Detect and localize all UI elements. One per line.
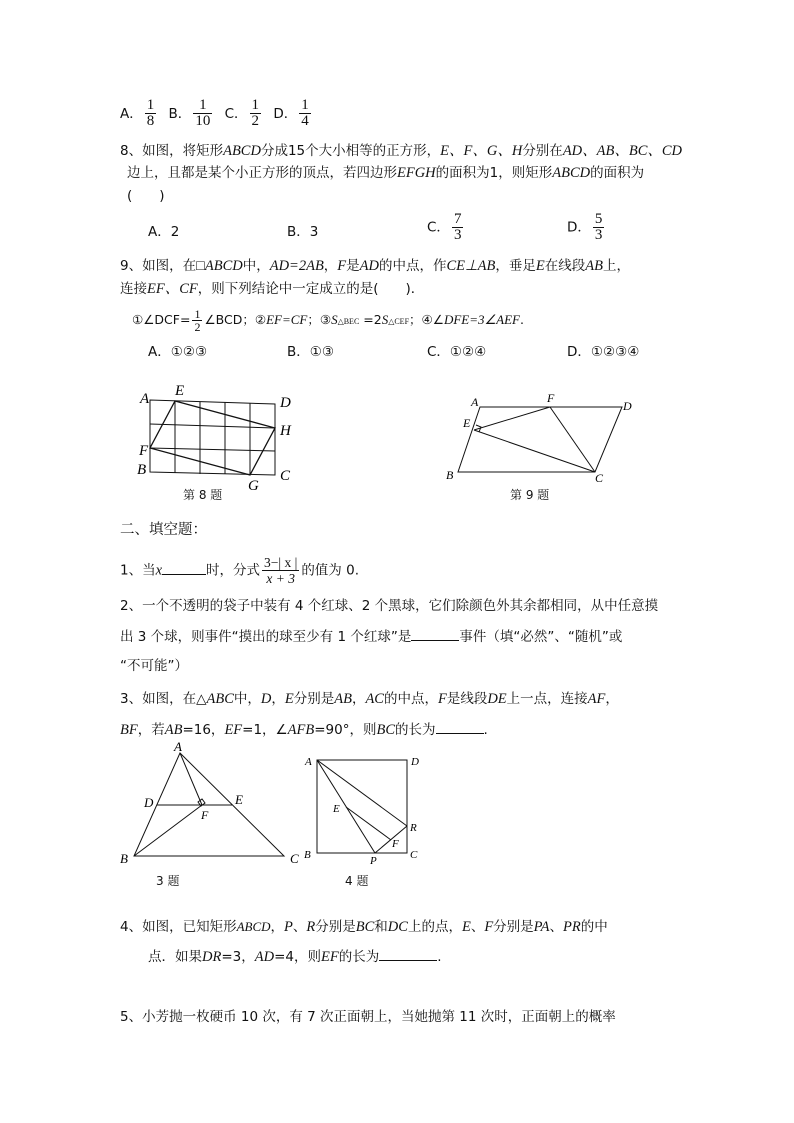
q8-paren: ( ) bbox=[127, 188, 165, 204]
fill-4-line-1: 4、如图，已知矩形ABCD，P、R分别是BC和DC上的点，E、F分别是PA、PR的中 bbox=[120, 919, 608, 935]
fig3-caption: 3 题 bbox=[156, 874, 180, 888]
fig8-label-h: H bbox=[280, 423, 291, 439]
q7-option-b: B． $\frac{1}{10}$ bbox=[168, 97, 211, 129]
fill-4-line-2: 点．如果DR=3，AD=4，则EF的长为 . bbox=[148, 946, 442, 967]
fig9-label-f: F bbox=[547, 391, 555, 405]
fig8-label-c: C bbox=[280, 468, 291, 484]
figure-4 bbox=[300, 750, 430, 870]
figure-3 bbox=[112, 738, 307, 868]
q9-line-1: 9、如图，在□ABCD中，AD=2AB，F是AD的中点，作CE⊥AB，垂足E在线段AB上， bbox=[120, 258, 630, 274]
q8-option-b: B．3 bbox=[287, 224, 319, 240]
section-title-fill-in: 二、填空题： bbox=[120, 522, 207, 538]
fig4-label-a: A bbox=[305, 756, 312, 768]
q8-option-d: D． $\frac{5}{3}$ bbox=[567, 211, 603, 243]
q7-option-c: C． $\frac{1}{2}$ bbox=[224, 97, 260, 129]
fig3-label-b: B bbox=[120, 851, 128, 866]
fill-2-line-3: “不可能”） bbox=[120, 658, 188, 674]
fig8-caption: 第 8 题 bbox=[183, 488, 223, 502]
fig4-label-d: D bbox=[411, 756, 419, 768]
q7-option-a: A． $\frac{1}{8}$ bbox=[120, 97, 155, 129]
q8-option-c: C． $\frac{7}{3}$ bbox=[427, 211, 462, 243]
fig3-label-e: E bbox=[235, 792, 243, 807]
fig9-label-e: E bbox=[463, 416, 471, 430]
q7-options bbox=[120, 98, 313, 129]
fig8-label-g: G bbox=[248, 478, 259, 494]
q8-option-a: A．2 bbox=[148, 224, 180, 240]
fill-1: 1、当x 时，分式 $\frac{3-| x |}{x + 3}$ 的值为 0. bbox=[120, 555, 359, 586]
q9-option-a: A．①②③ bbox=[148, 344, 208, 360]
q8-line-1: 8、如图，将矩形ABCD分成15个大小相等的正方形，E、F、G、H分别在AD、AB、BC、CD bbox=[120, 143, 683, 159]
fill-5-line-1: 5、小芳抛一枚硬币 10 次，有 7 次正面朝上，当她抛第 11 次时，正面朝上的概率 bbox=[120, 1009, 616, 1025]
fill-3-line-2: BF，若AB=16，EF=1，∠AFB=90°，则BC的长为 . bbox=[120, 719, 488, 740]
fig9-caption: 第 9 题 bbox=[510, 488, 550, 502]
q9-option-d: D．①②③④ bbox=[567, 344, 640, 360]
q9-option-c: C．①②④ bbox=[427, 344, 487, 360]
fig4-label-r: R bbox=[410, 822, 417, 834]
fill-3-line-1: 3、如图，在△ABC中，D，E分别是AB，AC的中点，F是线段DE上一点，连接AF， bbox=[120, 691, 619, 707]
fig3-label-f: F bbox=[201, 808, 209, 822]
fill-2-line-1: 2、一个不透明的袋子中装有 4 个红球、2 个黑球，它们除颜色外其余都相同，从中任意摸 bbox=[120, 598, 659, 614]
fig4-label-f: F bbox=[392, 838, 399, 850]
fig9-label-b: B bbox=[446, 468, 454, 482]
fig3-label-d: D bbox=[144, 795, 154, 810]
fig8-label-b: B bbox=[137, 462, 147, 478]
fig4-label-e: E bbox=[333, 803, 340, 815]
fig9-label-a: A bbox=[471, 395, 479, 409]
q8-line-2: 边上，且都是某个小正方形的顶点，若四边形EFGH的面积为1，则矩形ABCD的面积为 bbox=[127, 165, 645, 181]
q9-option-b: B．①③ bbox=[287, 344, 334, 360]
figure-9 bbox=[440, 385, 640, 485]
fill-2-line-2: 出 3 个球，则事件“摸出的球至少有 1 个红球”是 事件（填“必然”、“随机”或 bbox=[120, 626, 622, 647]
q9-conclusions: ①∠DCF= $\frac{1}{2}$ ∠BCD；②EF=CF；③S△BEC =2S△CEF；④∠DFE=3∠AEF. bbox=[132, 307, 524, 334]
q9-line-2: 连接EF、CF，则下列结论中一定成立的是( )． bbox=[120, 281, 425, 297]
fig4-label-b: B bbox=[304, 849, 311, 861]
q7-option-d: D． $\frac{1}{4}$ bbox=[273, 97, 309, 129]
fig4-caption: 4 题 bbox=[345, 874, 369, 888]
fig9-label-c: C bbox=[595, 471, 604, 485]
fig8-label-d: D bbox=[280, 395, 291, 411]
fig4-label-c: C bbox=[410, 849, 418, 861]
fig3-label-a: A bbox=[174, 739, 182, 754]
fig3-label-c: C bbox=[290, 851, 299, 866]
fig8-label-f: F bbox=[139, 443, 149, 459]
fig9-label-d: D bbox=[623, 399, 632, 413]
fig8-label-a: A bbox=[140, 391, 150, 407]
fig4-label-p: P bbox=[370, 855, 377, 867]
fig8-label-e: E bbox=[175, 383, 185, 399]
